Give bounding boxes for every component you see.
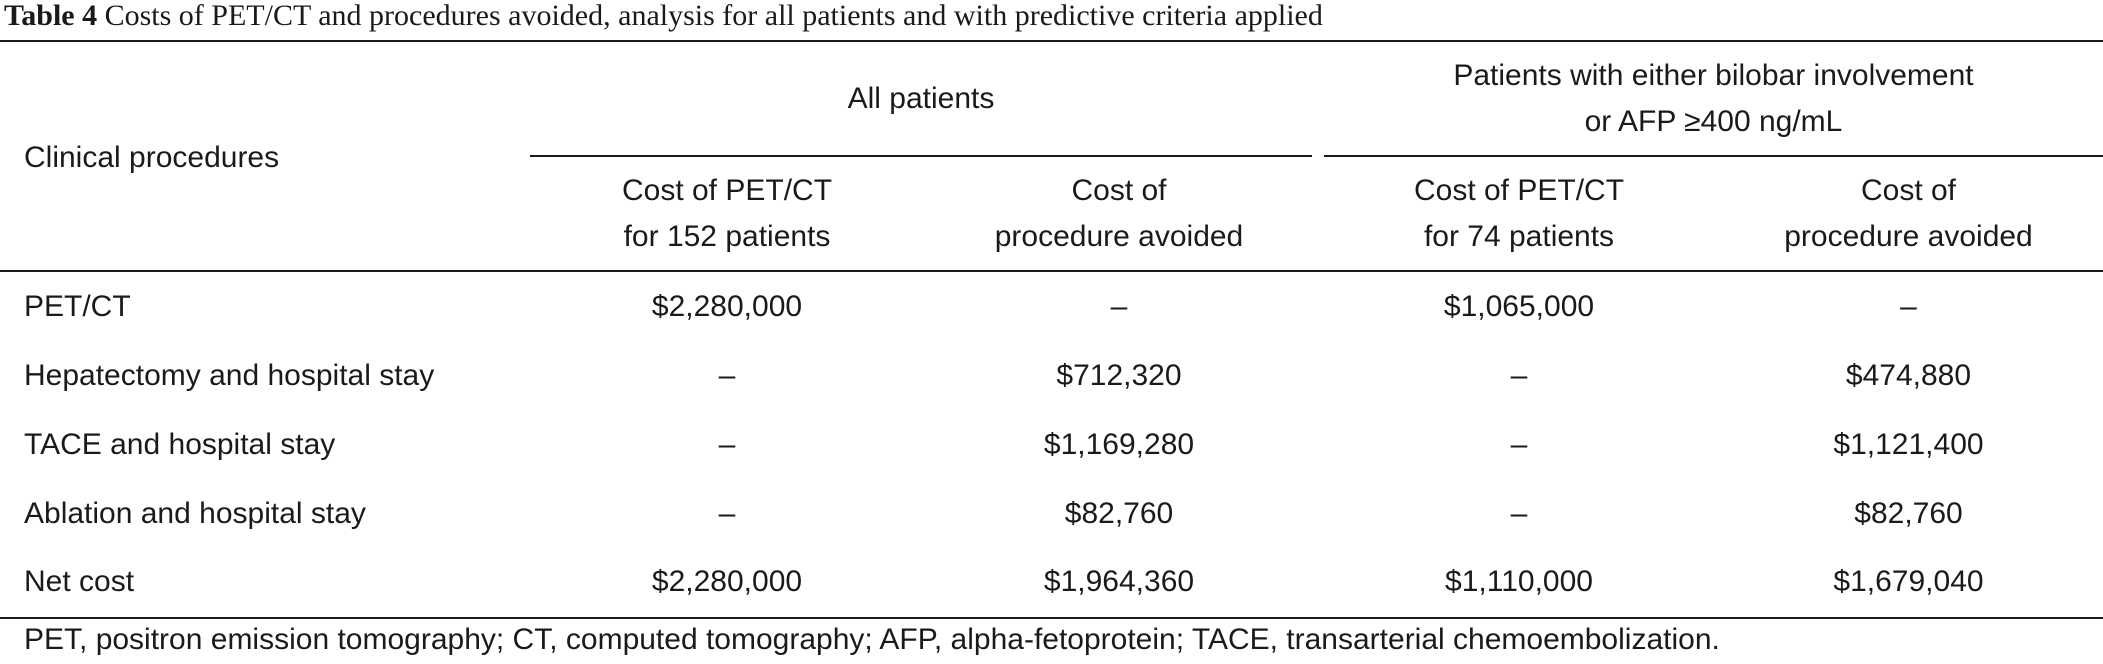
col-header-pet-152 (530, 168, 924, 260)
cell-value: – (718, 497, 736, 530)
cell-value: $712,320 (1056, 359, 1182, 392)
cell-value: – (718, 428, 736, 461)
col-header-line: procedure avoided (994, 220, 1244, 253)
group-header-line-1: Patients with either bilobar involvement (1453, 59, 1974, 92)
cell-value: $474,880 (1845, 359, 1972, 392)
group-rule-all-patients (530, 155, 1312, 157)
col-header-line: procedure avoided (1784, 220, 2033, 253)
table-footnote: PET, positron emission tomography; CT, computed tomography; AFP, alpha-fetoprotein; TACE, transarterial chemoembolization. (24, 623, 1720, 656)
cell-value: – (1510, 497, 1528, 530)
table-title: Costs of PET/CT and procedures avoided, analysis for all patients and with predictive criteria applied (104, 0, 1323, 32)
table-bottom-rule (0, 617, 2103, 619)
table-caption (4, 0, 1323, 36)
cell-value: – (1510, 428, 1528, 461)
table-row (0, 479, 2103, 548)
group-header-all-patients: All patients (847, 82, 995, 115)
col-header-line: Cost of (1071, 174, 1167, 207)
col-header-line: Cost of (1860, 174, 1957, 207)
cell-value: $1,964,360 (1043, 565, 1195, 598)
cell-value: $1,110,000 (1445, 565, 1593, 598)
table-number: Table 4 (4, 0, 98, 32)
cell-value: $82,760 (1854, 497, 1963, 530)
group-header-predictive-criteria (1324, 53, 2103, 145)
cell-value: – (718, 359, 736, 392)
cell-value: $2,280,000 (651, 290, 803, 323)
row-label: TACE and hospital stay (24, 428, 336, 461)
col-header-procedure-avoided-2 (1714, 168, 2103, 260)
col-header-pet-74 (1324, 168, 1714, 260)
cell-value: $1,065,000 (1443, 290, 1595, 323)
table-row (0, 272, 2103, 341)
cell-value: – (1510, 359, 1528, 392)
row-label: Ablation and hospital stay (24, 497, 366, 530)
cell-value: $1,679,040 (1833, 565, 1984, 598)
cell-value: $1,121,400 (1833, 428, 1984, 461)
cell-value: – (1900, 290, 1917, 323)
col-header-line: Cost of PET/CT (1413, 174, 1625, 207)
table-row (0, 341, 2103, 410)
col-header-procedure-avoided-1 (924, 168, 1314, 260)
row-label: PET/CT (24, 290, 131, 323)
row-header-label: Clinical procedures (24, 141, 280, 174)
row-label: Hepatectomy and hospital stay (24, 359, 435, 392)
table-row (0, 410, 2103, 479)
top-rule (0, 40, 2103, 42)
col-header-line: Cost of PET/CT (621, 174, 833, 207)
group-header-line-2: or AFP ≥400 ng/mL (1584, 105, 1843, 138)
cell-value: $82,760 (1064, 497, 1174, 530)
cell-value: $1,169,280 (1043, 428, 1195, 461)
col-header-line: for 152 patients (623, 220, 831, 253)
row-label: Net cost (24, 565, 135, 598)
col-header-line: for 74 patients (1423, 220, 1615, 253)
cell-value: – (1110, 290, 1128, 323)
group-rule-predictive (1324, 155, 2103, 157)
table-row (0, 547, 2103, 616)
cell-value: $2,280,000 (651, 565, 803, 598)
